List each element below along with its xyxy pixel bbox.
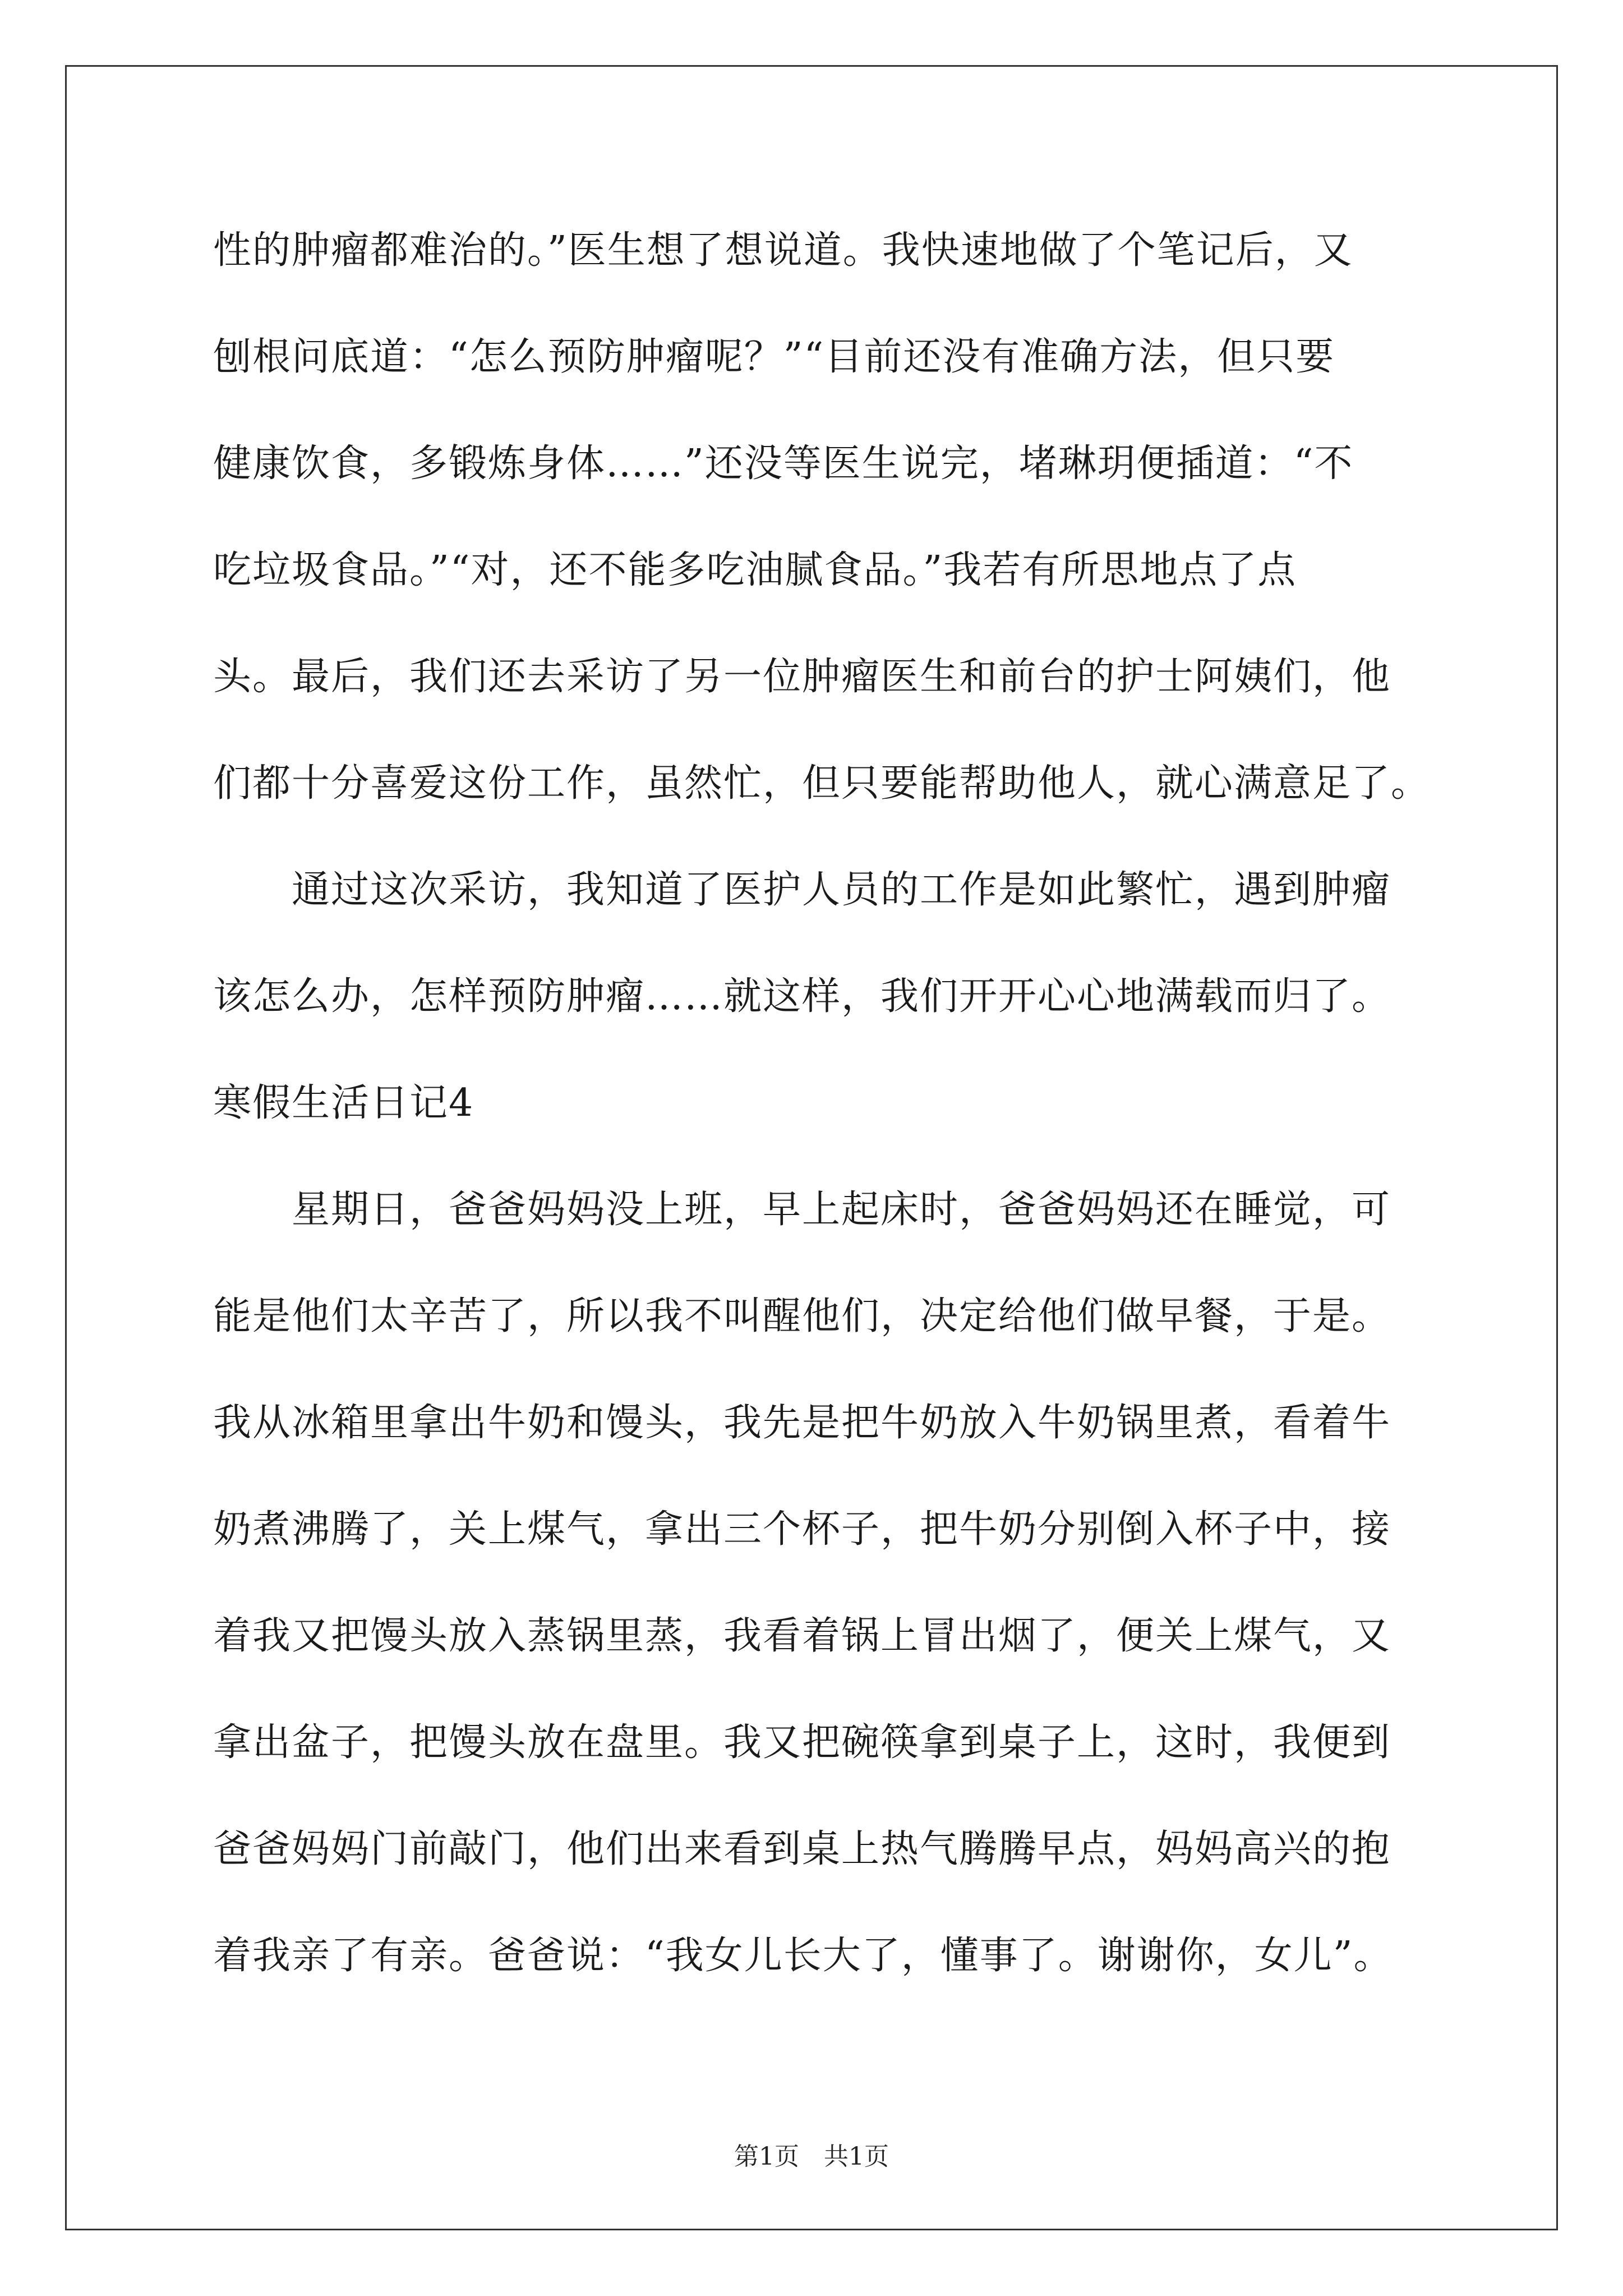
text-line: 着我又把馒头放入蒸锅里蒸，我看着锅上冒出烟了，便关上煤气，又 xyxy=(213,1614,1391,1658)
paragraph-start-line: 星期日，爸爸妈妈没上班，早上起床时，爸爸妈妈还在睡觉，可 xyxy=(292,1188,1391,1232)
text-line: 我从冰箱里拿出牛奶和馒头，我先是把牛奶放入牛奶锅里煮，看着牛 xyxy=(213,1401,1391,1445)
text-line: 刨根问底道：“怎么预防肿瘤呢？”“目前还没有准确方法，但只要 xyxy=(213,335,1335,379)
document-body xyxy=(213,217,1431,2029)
text-line: 性的肿瘤都难治的。”医生想了想说道。我快速地做了个笔记后，又 xyxy=(213,228,1353,273)
text-line: 爸爸妈妈门前敲门，他们出来看到桌上热气腾腾早点，妈妈高兴的抱 xyxy=(213,1827,1391,1871)
text-line: 吃垃圾食品。”“对，还不能多吃油腻食品。”我若有所思地点了点 xyxy=(213,548,1297,592)
page-footer: 第1页 共1页 xyxy=(734,2142,889,2171)
text-line: 们都十分喜爱这份工作，虽然忙，但只要能帮助他人，就心满意足了。 xyxy=(213,761,1431,806)
text-line: 能是他们太辛苦了，所以我不叫醒他们，决定给他们做早餐，于是。 xyxy=(213,1294,1391,1338)
text-line: 着我亲了有亲。爸爸说：“我女儿长大了，懂事了。谢谢你，女儿”。 xyxy=(213,1934,1393,1978)
text-line: 奶煮沸腾了，关上煤气，拿出三个杯子，把牛奶分别倒入杯子中，接 xyxy=(213,1507,1391,1552)
text-line: 该怎么办，怎样预防肿瘤……就这样，我们开开心心地满载而归了。 xyxy=(213,974,1391,1019)
paragraph-start-line: 通过这次采访，我知道了医护人员的工作是如此繁忙，遇到肿瘤 xyxy=(292,868,1391,912)
section-heading: 寒假生活日记4 xyxy=(213,1081,474,1125)
text-line: 头。最后，我们还去采访了另一位肿瘤医生和前台的护士阿姨们，他 xyxy=(213,655,1391,699)
text-line: 拿出盆子，把馒头放在盘里。我又把碗筷拿到桌子上，这时，我便到 xyxy=(213,1720,1391,1765)
text-line: 健康饮食，多锻炼身体……”还没等医生说完，堵琳玥便插道：“不 xyxy=(213,441,1354,486)
